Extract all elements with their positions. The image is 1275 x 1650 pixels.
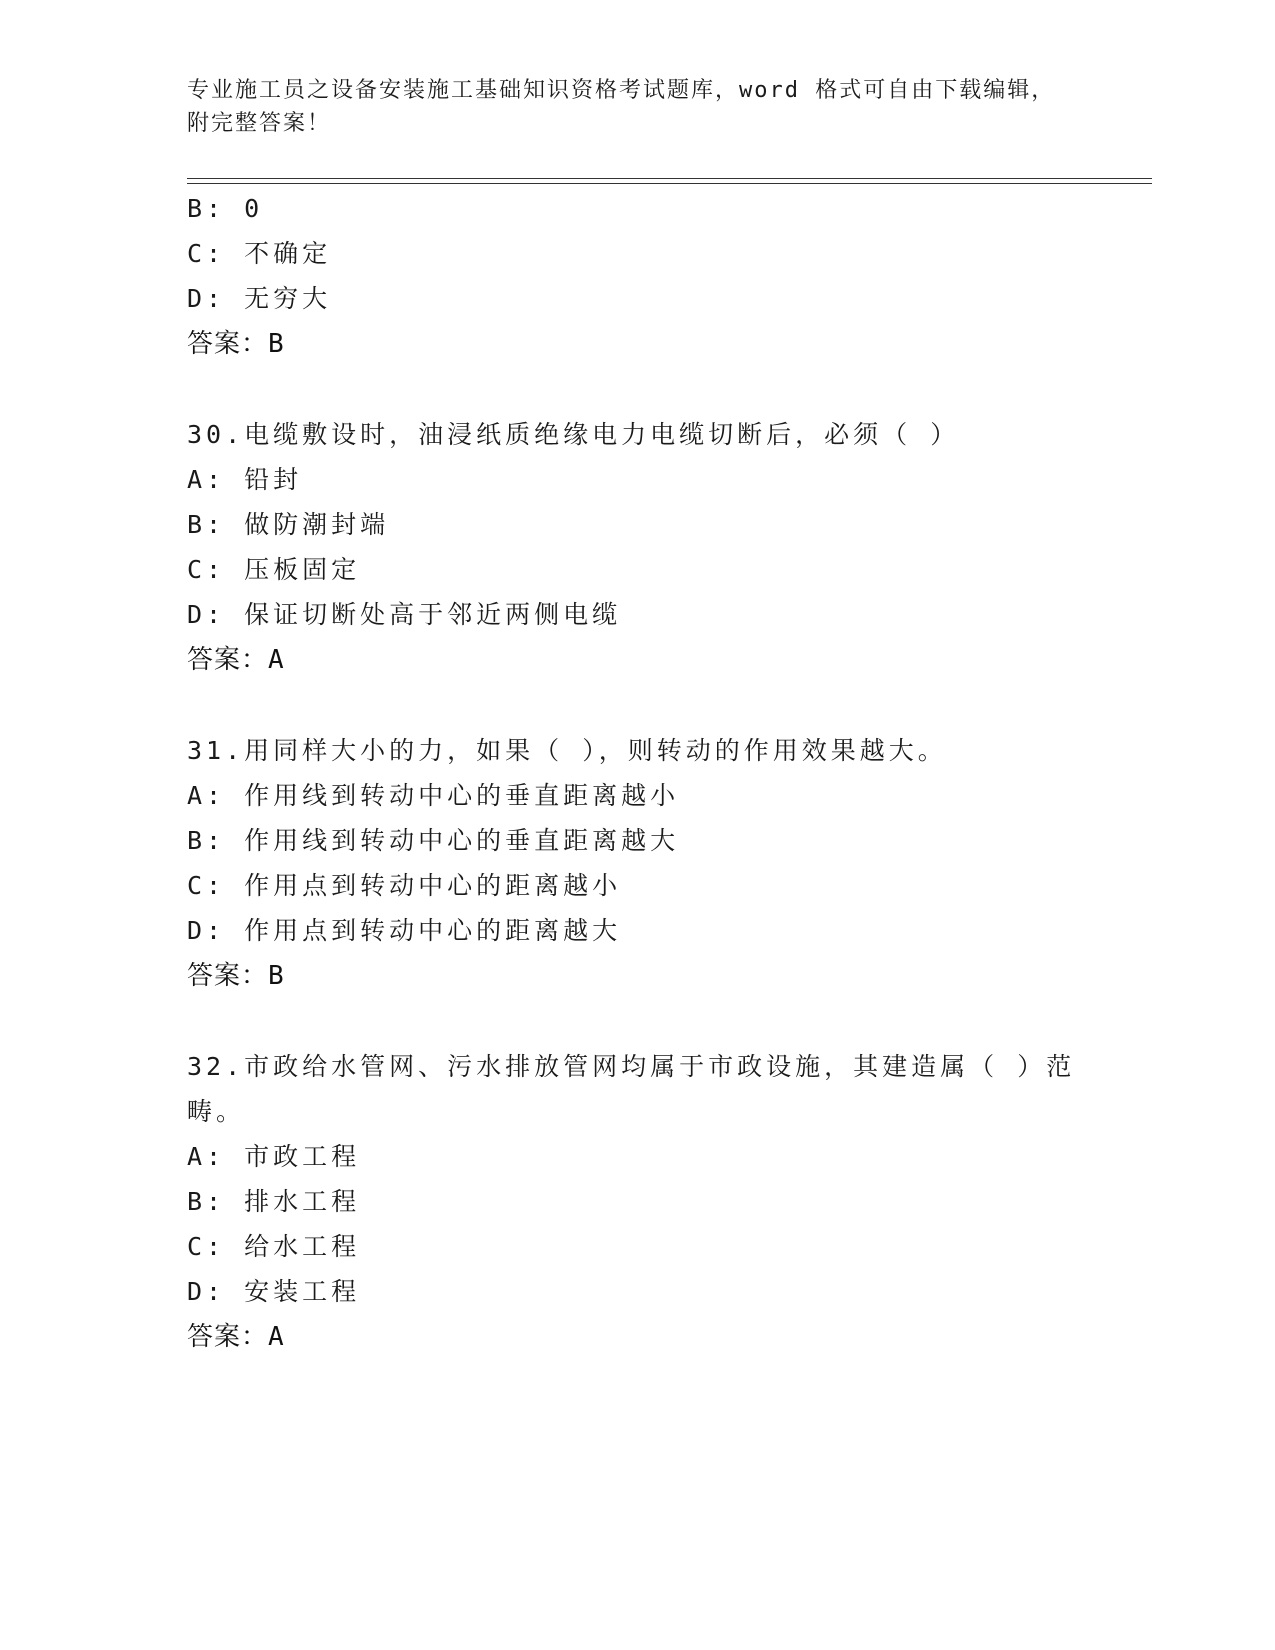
q31-answer: 答案：B xyxy=(187,961,285,991)
q30-option-d: D: 保证切断处高于邻近两侧电缆 xyxy=(187,600,622,629)
q31-option-d: D: 作用点到转动中心的距离越大 xyxy=(187,916,622,945)
q32-stem-line-1: 32.市政给水管网、污水排放管网均属于市政设施，其建造属（ ）范 xyxy=(187,1052,1076,1081)
q31-option-c: C: 作用点到转动中心的距离越小 xyxy=(187,871,622,900)
q30-option-c: C: 压板固定 xyxy=(187,555,361,584)
document-header xyxy=(187,74,1067,140)
header-line-1: 专业施工员之设备安装施工基础知识资格考试题库，word 格式可自由下载编辑， xyxy=(187,78,1056,103)
q31-stem: 31.用同样大小的力，如果（ ），则转动的作用效果越大。 xyxy=(187,736,947,765)
q32-option-c: C: 给水工程 xyxy=(187,1232,361,1261)
q29-option-b: B: 0 xyxy=(187,194,264,223)
q30-option-b: B: 做防潮封端 xyxy=(187,510,390,539)
q31-option-a: A: 作用线到转动中心的垂直距离越小 xyxy=(187,781,680,810)
header-line-2: 附完整答案！ xyxy=(187,111,332,136)
q32-stem-line-2: 畴。 xyxy=(187,1097,246,1126)
q32-option-a: A: 市政工程 xyxy=(187,1142,361,1171)
header-divider-top xyxy=(187,178,1152,179)
q32-answer: 答案：A xyxy=(187,1322,285,1352)
q29-option-d: D: 无穷大 xyxy=(187,284,332,313)
q32-option-d: D: 安装工程 xyxy=(187,1277,361,1306)
q31-option-b: B: 作用线到转动中心的垂直距离越大 xyxy=(187,826,680,855)
q29-answer: 答案：B xyxy=(187,329,285,359)
q32-option-b: B: 排水工程 xyxy=(187,1187,361,1216)
header-divider-bottom xyxy=(187,183,1152,184)
q30-answer: 答案：A xyxy=(187,645,285,675)
q30-stem: 30.电缆敷设时，油浸纸质绝缘电力电缆切断后，必须（ ） xyxy=(187,420,960,449)
q30-option-a: A: 铅封 xyxy=(187,465,303,494)
q29-option-c: C: 不确定 xyxy=(187,239,332,268)
